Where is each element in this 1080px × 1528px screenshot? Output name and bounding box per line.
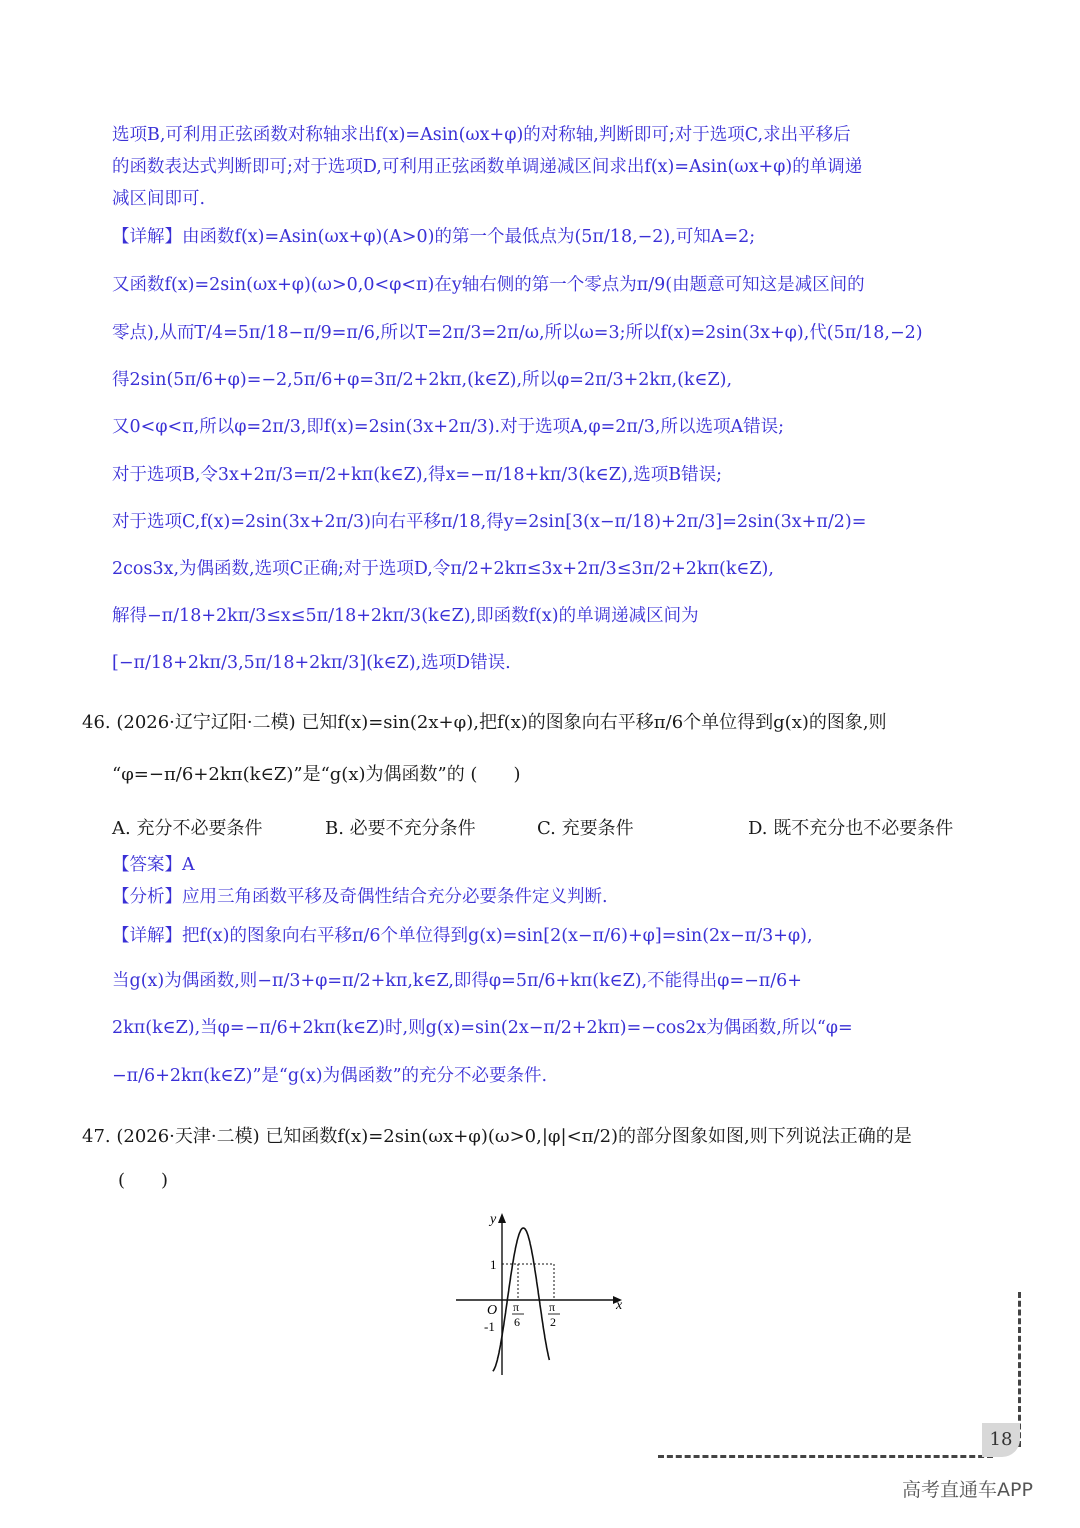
option-d: D. 既不充分也不必要条件 [748,818,954,839]
origin-label: O [487,1303,498,1318]
solution-line-2: 的函数表达式判断即可;对于选项D,可利用正弦函数单调递减区间求出f(x)=Asin(ωx+φ)的单调递 [112,157,863,177]
analysis-line: 【分析】应用三角函数平移及奇偶性结合充分必要条件定义判断. [112,887,608,907]
page-number: 18 [982,1423,1020,1457]
solution-line-9: 对于选项B,令3x+2π/3=π/2+kπ(k∈Z),得x=−π/18+kπ/3(k∈Z),选项B错误; [112,465,723,485]
question-47-stem: 47. (2026·天津·二模) 已知函数f(x)=2sin(ωx+φ)(ω>0,|φ|<π/2)的部分图象如图,则下列说法正确的是 [82,1126,912,1147]
solution-line-11: 2cos3x,为偶函数,选项C正确;对于选项D,令π/2+2kπ≤3x+2π/3≤3π/2+2kπ(k∈Z), [112,559,774,579]
solution-line-4: 【详解】由函数f(x)=Asin(ωx+φ)(A>0)的第一个最低点为(5π/18,−2),可知A=2; [112,227,756,247]
solution-line-8: 又0<φ<π,所以φ=2π/3,即f(x)=2sin(3x+2π/3).对于选项A,φ=2π/3,所以选项A错误; [112,417,784,437]
x-axis-label: x [616,1298,623,1313]
detail-line-1: 【详解】把f(x)的图象向右平移π/6个单位得到g(x)=sin[2(x−π/6)+φ]=sin(2x−π/3+φ), [112,926,813,946]
solution-line-5: 又函数f(x)=2sin(ωx+φ)(ω>0,0<φ<π)在y轴右侧的第一个零点为π/9(由题意可知这是减区间的 [112,275,865,295]
tick-x2-den: 2 [550,1315,556,1329]
solution-line-3: 减区间即可. [112,189,206,209]
option-a: A. 充分不必要条件 [112,818,263,839]
question-46-stem-cont: “φ=−π/6+2kπ(k∈Z)”是“g(x)为偶函数”的 ( ) [112,764,521,785]
question-46-stem: 46. (2026·辽宁辽阳·二模) 已知f(x)=sin(2x+φ),把f(x)的图象向右平移π/6个单位得到g(x)的图象,则 [82,712,887,733]
tick-x1-num: π [513,1300,520,1314]
solution-line-6: 零点),从而T/4=5π/18−π/9=π/6,所以T=2π/3=2π/ω,所以ω=3;所以f(x)=2sin(3x+φ),代(5π/18,−2) [112,323,923,343]
answer-line: 【答案】A [112,855,195,875]
y-axis-label: y [490,1212,497,1227]
option-b: B. 必要不充分条件 [325,818,476,839]
y-axis-arrow [498,1213,506,1223]
page-dashed-border-horizontal [658,1455,993,1458]
watermark: 高考直通车APP [902,1479,1033,1501]
tick-y-pos: 1 [490,1257,497,1272]
detail-line-3: 2kπ(k∈Z),当φ=−π/6+2kπ(k∈Z)时,则g(x)=sin(2x−π/2+2kπ)=−cos2x为偶函数,所以“φ= [112,1018,853,1038]
tick-y-neg: -1 [484,1319,495,1334]
tick-x2-num: π [549,1300,556,1314]
sine-graph-figure [450,1205,640,1380]
solution-line-13: [−π/18+2kπ/3,5π/18+2kπ/3](k∈Z),选项D错误. [112,653,511,673]
question-47-stem-cont: ( ) [118,1170,169,1191]
detail-line-2: 当g(x)为偶函数,则−π/3+φ=π/2+kπ,k∈Z,即得φ=5π/6+kπ(k∈Z),不能得出φ=−π/6+ [112,971,802,991]
option-c: C. 充要条件 [537,818,634,839]
solution-line-10: 对于选项C,f(x)=2sin(3x+2π/3)向右平移π/18,得y=2sin[3(x−π/18)+2π/3]=2sin(3x+π/2)= [112,512,867,532]
solution-line-7: 得2sin(5π/6+φ)=−2,5π/6+φ=3π/2+2kπ,(k∈Z),所以φ=2π/3+2kπ,(k∈Z), [112,370,733,390]
solution-line-12: 解得−π/18+2kπ/3≤x≤5π/18+2kπ/3(k∈Z),即函数f(x)的单调递减区间为 [112,606,699,626]
detail-line-4: −π/6+2kπ(k∈Z)”是“g(x)为偶函数”的充分不必要条件. [112,1066,548,1086]
solution-line-1: 选项B,可利用正弦函数对称轴求出f(x)=Asin(ωx+φ)的对称轴,判断即可;对于选项C,求出平移后 [112,125,851,145]
tick-x1-den: 6 [514,1315,520,1329]
